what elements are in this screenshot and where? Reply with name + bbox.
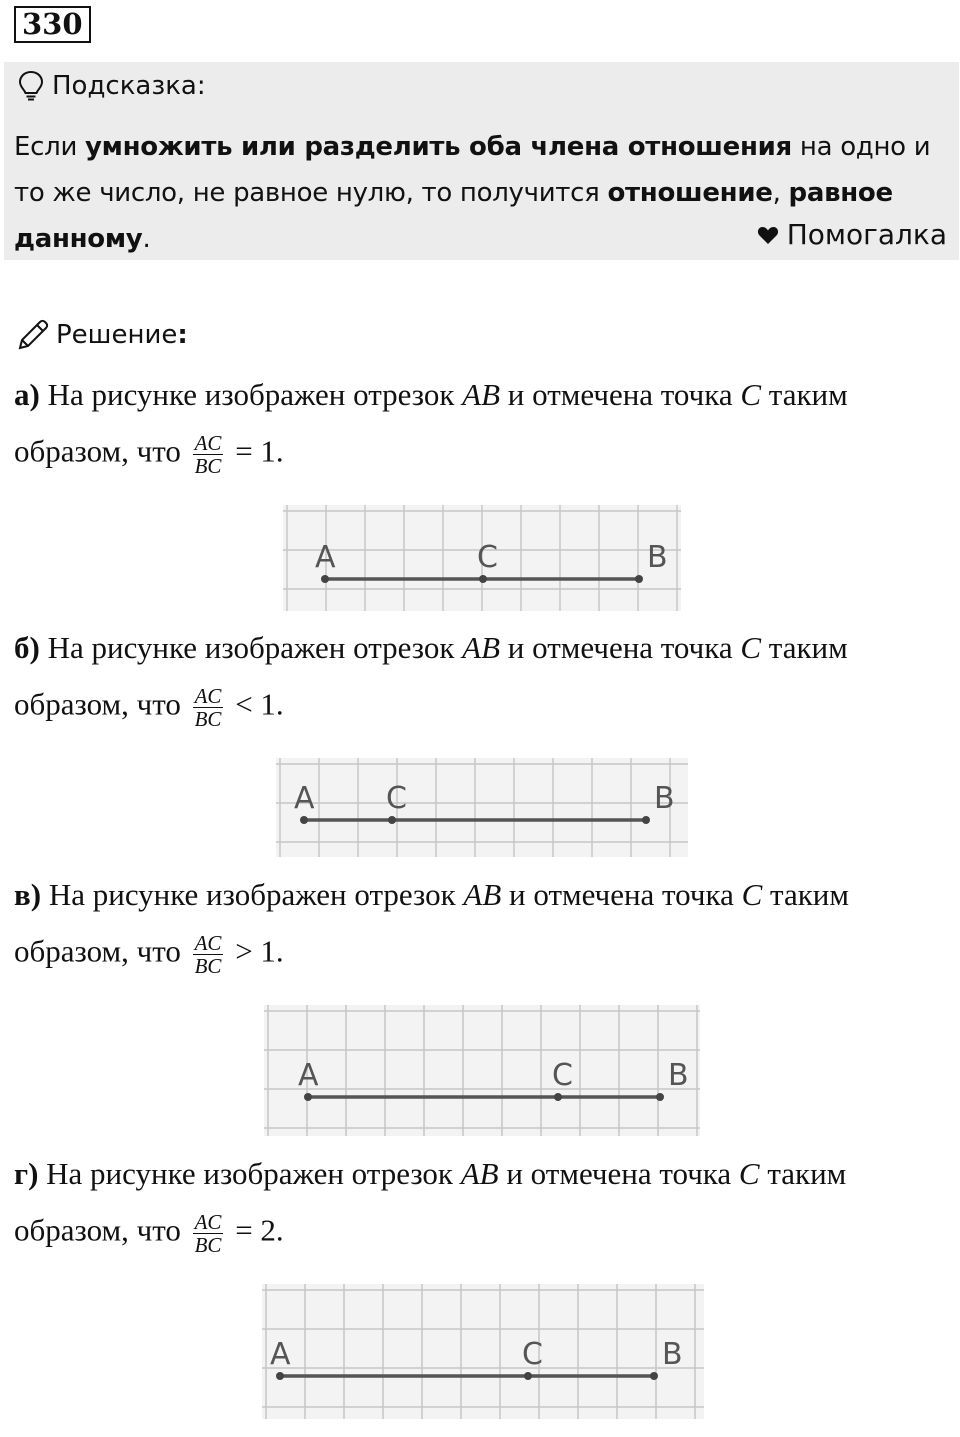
point-c <box>554 1093 562 1101</box>
hint-text: Если умножить или разделить оба члена отношения на одно и то же число, не равное нулю, то получится отношение, равное данному. <box>14 132 931 254</box>
label-a: A <box>294 781 315 816</box>
part-b-line-2: образом, что $\frac{AC}{BC}$ < 1. <box>14 684 284 731</box>
point-c <box>479 575 487 583</box>
label-c: C <box>552 1058 573 1093</box>
hint-title-text: Подсказка: <box>52 71 206 101</box>
label-c: C <box>522 1337 543 1372</box>
label-b: B <box>662 1337 683 1372</box>
problem-number: 330 <box>14 6 91 43</box>
lightbulb-icon <box>18 70 44 102</box>
hint-box <box>4 62 959 260</box>
brand-text: Помогалка <box>786 218 947 251</box>
hint-title <box>18 70 206 102</box>
figure-d <box>262 1284 704 1419</box>
label-b: B <box>668 1058 689 1093</box>
fraction: $\frac{AC}{BC}$ <box>194 1210 222 1257</box>
point-a <box>300 816 308 824</box>
part-b-line-1: б) На рисунке изображен отрезок AB и отмечена точка C таким <box>14 630 848 665</box>
label-a: A <box>298 1058 319 1093</box>
point-c <box>388 816 396 824</box>
label-c: C <box>386 781 407 816</box>
solution-title-text: Решение <box>56 320 178 350</box>
heart-icon <box>757 225 779 245</box>
grid-paper <box>262 1284 704 1419</box>
part-d-line-1: г) На рисунке изображен отрезок AB и отмечена точка C таким <box>14 1156 847 1191</box>
point-b <box>650 1372 658 1380</box>
part-a-line-1: а) На рисунке изображен отрезок AB и отмечена точка C таким <box>14 377 848 412</box>
point-a <box>321 575 329 583</box>
label-c: C <box>477 540 498 575</box>
part-c-line-2: образом, что $\frac{AC}{BC}$ > 1. <box>14 931 284 978</box>
label-b: B <box>647 540 668 575</box>
point-c <box>524 1372 532 1380</box>
fraction: $\frac{AC}{BC}$ <box>194 931 222 978</box>
figure-c <box>264 1005 700 1136</box>
point-a <box>304 1093 312 1101</box>
part-a-line-2: образом, что $\frac{AC}{BC}$ = 1. <box>14 431 284 478</box>
point-a <box>276 1372 284 1380</box>
pencil-icon <box>16 318 50 352</box>
part-d-line-2: образом, что $\frac{AC}{BC}$ = 2. <box>14 1210 284 1257</box>
part-c-line-1: в) На рисунке изображен отрезок AB и отмечена точка C таким <box>14 877 849 912</box>
fraction: $\frac{AC}{BC}$ <box>194 431 222 478</box>
label-b: B <box>654 781 675 816</box>
figure-a <box>283 505 681 611</box>
figure-b <box>276 758 688 857</box>
brand <box>757 218 947 251</box>
point-b <box>635 575 643 583</box>
label-a: A <box>270 1337 291 1372</box>
point-b <box>656 1093 664 1101</box>
label-a: A <box>315 540 336 575</box>
grid-paper <box>264 1005 700 1136</box>
solution-title: Решение : <box>16 318 188 352</box>
point-b <box>642 816 650 824</box>
fraction: $\frac{AC}{BC}$ <box>194 684 222 731</box>
